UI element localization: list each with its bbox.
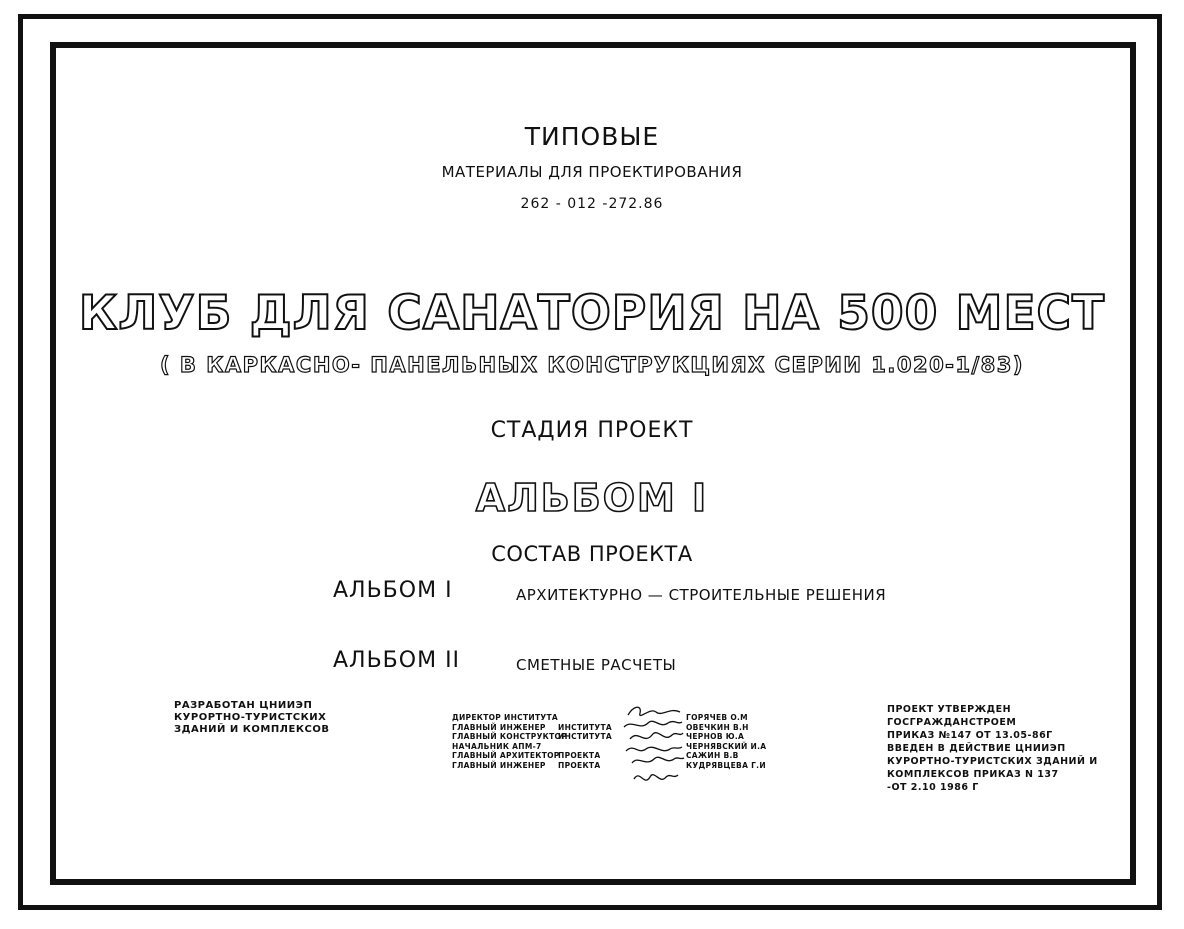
signature-row <box>452 713 618 723</box>
approval-line-7: -ОТ 2.10 1986 Г <box>887 782 979 793</box>
approval-line-6: КОМПЛЕКСОВ ПРИКАЗ N 137 <box>887 769 1059 780</box>
signature-scope <box>558 713 618 723</box>
developer-line-3: ЗДАНИЙ И КОМПЛЕКСОВ <box>174 724 330 735</box>
header-line-2: МАТЕРИАЛЫ ДЛЯ ПРОЕКТИРОВАНИЯ <box>441 163 743 181</box>
signature-position: НАЧАЛЬНИК АПМ-7 <box>452 741 542 751</box>
album-1-description: АРХИТЕКТУРНО — СТРОИТЕЛЬНЫЕ РЕШЕНИЯ <box>516 586 887 604</box>
signature-row <box>452 761 618 771</box>
approval-line-4: ВВЕДЕН В ДЕЙСТВИЕ ЦНИИЭП <box>887 743 1066 754</box>
signature-name: ГОРЯЧЕВ О.М <box>686 713 748 722</box>
approval-line-1: ПРОЕКТ УТВЕРЖДЕН <box>887 704 1012 715</box>
signature-row <box>452 742 618 752</box>
signature-scope: ПРОЕКТА <box>558 751 601 760</box>
page-title: КЛУБ ДЛЯ САНАТОРИЯ НА 500 МЕСТ <box>78 286 1106 341</box>
developer-line-1: РАЗРАБОТАН ЦНИИЭП <box>174 700 313 711</box>
signature-row <box>452 732 618 742</box>
signature-scope: ПРОЕКТА <box>558 760 601 770</box>
signature-table <box>452 713 618 770</box>
signature-name: ЧЕРНОВ Ю.А <box>686 732 745 741</box>
stage-label: СТАДИЯ ПРОЕКТ <box>490 418 694 443</box>
page-subtitle: ( В КАРКАСНО- ПАНЕЛЬНЫХ КОНСТРУКЦИЯХ СЕРИИ 1.020-1/83) <box>159 353 1024 377</box>
approval-line-5: КУРОРТНО-ТУРИСТСКИХ ЗДАНИЙ И <box>887 756 1098 767</box>
signature-position: ГЛАВНЫЙ АРХИТЕКТОР <box>452 751 560 760</box>
album-title: АЛЬБОМ I <box>475 476 709 520</box>
document-code: 262 - 012 -272.86 <box>520 196 664 212</box>
signature-name: ОВЕЧКИН В.Н <box>686 722 749 732</box>
signature-position: ГЛАВНЫЙ КОНСТРУКТОР <box>452 732 567 741</box>
signature-position: ГЛАВНЫЙ ИНЖЕНЕР <box>452 760 546 770</box>
signature-position: ГЛАВНЫЙ ИНЖЕНЕР <box>452 722 546 732</box>
signature-position: ДИРЕКТОР ИНСТИТУТА <box>452 713 558 722</box>
album-2-description: СМЕТНЫЕ РАСЧЕТЫ <box>516 656 677 674</box>
signature-scope: ИНСТИТУТА <box>558 732 612 741</box>
signature-row <box>452 751 618 761</box>
signature-names <box>686 713 766 770</box>
album-1-label: АЛЬБОМ I <box>333 578 453 603</box>
signature-name: ЧЕРНЯВСКИЙ И.А <box>686 741 767 751</box>
developer-line-2: КУРОРТНО-ТУРИСТСКИХ <box>174 712 327 723</box>
approval-block <box>887 703 1098 794</box>
album-2-label: АЛЬБОМ II <box>333 648 461 673</box>
approval-line-2: ГОСГРАЖДАНСТРОЕМ <box>887 717 1017 728</box>
signature-row <box>452 723 618 733</box>
developer-block <box>174 700 329 736</box>
signature-name: КУДРЯВЦЕВА Г.И <box>686 760 766 770</box>
composition-heading: СОСТАВ ПРОЕКТА <box>491 542 693 566</box>
handwritten-signatures <box>620 703 686 795</box>
signature-scope <box>558 742 618 752</box>
approval-line-3: ПРИКАЗ №147 ОТ 13.05-86Г <box>887 730 1053 741</box>
signature-name: САЖИН В.В <box>686 751 739 760</box>
header-line-1: ТИПОВЫЕ <box>524 122 660 151</box>
signature-scope: ИНСТИТУТА <box>558 722 612 732</box>
